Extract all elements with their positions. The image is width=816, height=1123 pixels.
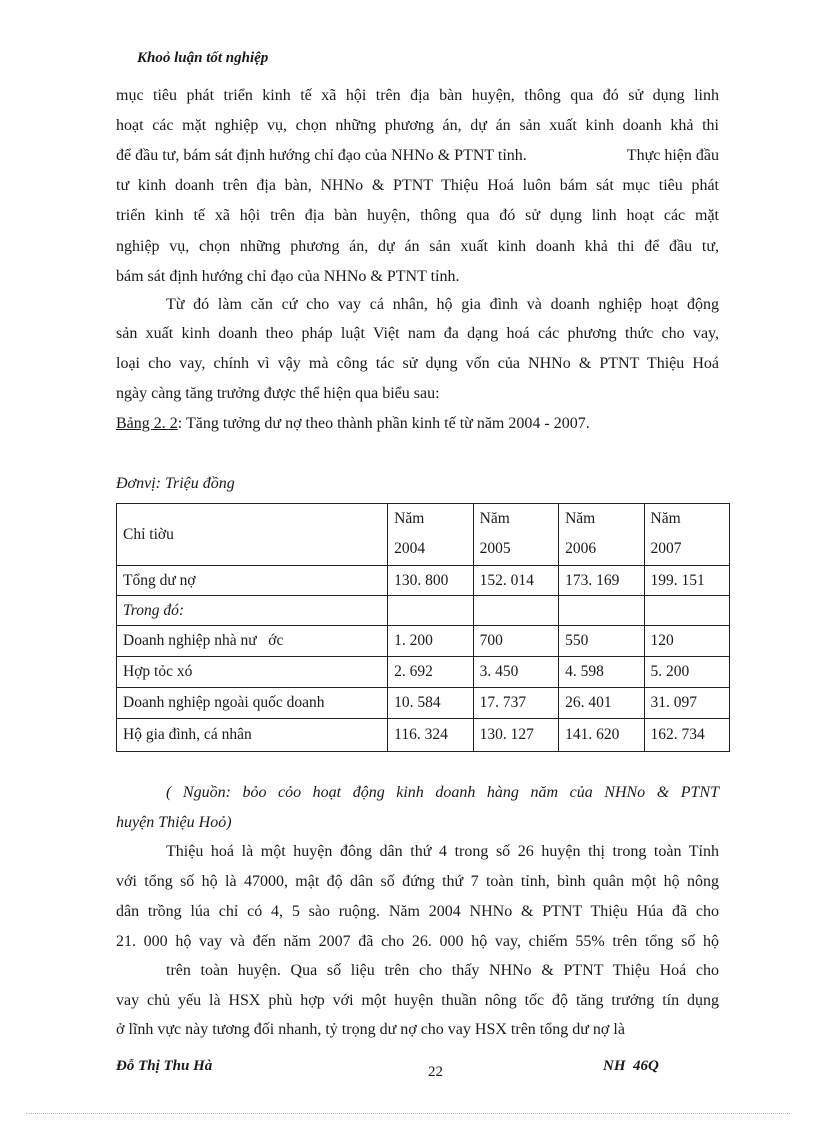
- paragraph-line: Thực hiện đầu: [626, 147, 719, 164]
- row-value: 26. 401: [559, 688, 644, 719]
- page-bottom-rule: [26, 1113, 790, 1114]
- row-value: 700: [473, 626, 558, 657]
- paragraph-line: Thiệu hoá là một huyện đông dân thứ 4 trong số 26 huyện thị trong toàn Tỉnh: [166, 843, 719, 860]
- row-value: 116. 324: [388, 719, 473, 752]
- paragraph-line: hoạt các mặt nghiệp vụ, chọn những phương án, dự án sản xuất kinh doanh khả thi: [116, 117, 719, 134]
- paragraph-line: trên toàn huyện. Qua số liệu trên cho thấy NHNo & PTNT Thiệu Hoá cho: [166, 962, 719, 979]
- row-label: Doanh nghiệp ngoài quốc doanh: [117, 688, 388, 719]
- table-unit: Đơnvị: Triệu đồng: [116, 475, 235, 492]
- header-year-word: Năm: [479, 510, 510, 527]
- table-row: [117, 688, 730, 719]
- row-value: 173. 169: [559, 566, 644, 596]
- paragraph-line: triển kinh tế xã hội trên địa bàn huyện, thông qua đó sử dụng linh hoạt các mặt: [116, 207, 719, 224]
- row-value: 17. 737: [473, 688, 558, 719]
- caption-label: Bảng 2. 2: [116, 415, 178, 432]
- row-label: Hợp tỏc xó: [117, 657, 388, 688]
- header-cell-year: [473, 504, 558, 566]
- row-value: 162. 734: [644, 719, 729, 752]
- table-row: [117, 657, 730, 688]
- header-year-word: Năm: [565, 510, 596, 527]
- row-value: 199. 151: [644, 566, 729, 596]
- row-label: Tổng dư nợ: [117, 566, 388, 596]
- header-year-value: 2006: [565, 540, 597, 557]
- table-row: [117, 719, 730, 752]
- row-label: Doanh nghiệp nhà nư ớc: [117, 626, 388, 657]
- paragraph-line: ở lĩnh vực này tương đối nhanh, tỷ trọng dư nợ cho vay HSX trên tổng dư nợ là: [116, 1021, 625, 1038]
- footer-class-code: NH 46Q: [603, 1058, 659, 1074]
- paragraph-line: sản xuất kinh doanh theo pháp luật Việt nam đa dạng hoá các phương thức cho vay,: [116, 325, 719, 342]
- paragraph-line: ngày càng tăng trưởng được thể hiện qua biểu sau:: [116, 385, 440, 402]
- header-year-value: 2005: [479, 540, 511, 557]
- header-year-value: 2004: [394, 540, 426, 557]
- row-value: 4. 598: [559, 657, 644, 688]
- paragraph-line: loại cho vay, chính vì vậy mà công tác sử dụng vốn của NHNo & PTNT Thiệu Hoá: [116, 355, 719, 372]
- debt-table: [116, 503, 730, 752]
- row-value: 130. 800: [388, 566, 473, 596]
- row-value: 31. 097: [644, 688, 729, 719]
- paragraph-line: mục tiêu phát triển kinh tế xã hội trên địa bàn huyện, thông qua đó sử dụng linh: [116, 87, 719, 104]
- table-row: [117, 566, 730, 596]
- paragraph-line: tư kinh doanh trên địa bàn, NHNo & PTNT Thiệu Hoá luôn bám sát mục tiêu phát: [116, 177, 719, 194]
- source-note: ( Nguồn: bỏo cỏo hoạt động kinh doanh hàng năm của NHNo & PTNT: [166, 784, 719, 801]
- header-cell-label: Chỉ tiờu: [117, 504, 388, 566]
- paragraph-line: nghiệp vụ, chọn những phương án, dự án sản xuất kinh doanh khả thi để đầu tư,: [116, 238, 719, 255]
- table-row: [117, 596, 730, 626]
- row-value: 10. 584: [388, 688, 473, 719]
- paragraph-line: 21. 000 hộ vay và đến năm 2007 đã cho 26. 000 hộ vay, chiếm 55% trên tổng số hộ: [116, 933, 719, 950]
- page-header-title: Khoỏ luận tốt nghiệp: [137, 50, 269, 66]
- row-value: 1. 200: [388, 626, 473, 657]
- row-value: [644, 596, 729, 626]
- paragraph-line: vay chủ yếu là HSX phù hợp với một huyện thuần nông tốc độ tăng trưởng tín dụng: [116, 992, 719, 1009]
- paragraph-line: Từ đó làm căn cứ cho vay cá nhân, hộ gia đình và doanh nghiệp hoạt động: [166, 296, 719, 313]
- row-label: Hộ gia đình, cá nhân: [117, 719, 388, 752]
- footer-author: Đỗ Thị Thu Hà: [116, 1058, 213, 1074]
- header-cell-year: [559, 504, 644, 566]
- paragraph-line: bám sát định hướng chỉ đạo của NHNo & PTNT tỉnh.: [116, 268, 460, 285]
- row-value: 120: [644, 626, 729, 657]
- row-value: 550: [559, 626, 644, 657]
- row-value: 5. 200: [644, 657, 729, 688]
- page-number: 22: [428, 1064, 443, 1080]
- header-year-word: Năm: [394, 510, 425, 527]
- row-value: [388, 596, 473, 626]
- paragraph-line: để đầu tư, bám sát định hướng chỉ đạo của NHNo & PTNT tỉnh.: [116, 147, 527, 164]
- row-value: 141. 620: [559, 719, 644, 752]
- row-value: 3. 450: [473, 657, 558, 688]
- table-caption: [116, 415, 719, 433]
- row-value: [559, 596, 644, 626]
- caption-text: : Tăng tưởng dư nợ theo thành phần kinh tế từ năm 2004 - 2007.: [177, 415, 590, 432]
- row-value: 2. 692: [388, 657, 473, 688]
- header-cell-year: [644, 504, 729, 566]
- header-year-word: Năm: [650, 510, 681, 527]
- table-row: [117, 626, 730, 657]
- row-label: Trong đó:: [117, 596, 388, 626]
- row-value: 152. 014: [473, 566, 558, 596]
- source-note: huyện Thiệu Hoỏ): [116, 814, 232, 831]
- paragraph-line: với tổng số hộ là 47000, mật độ dân số đứng thứ 7 toàn tỉnh, bình quân một hộ nông: [116, 873, 719, 890]
- table-header-row: [117, 504, 730, 566]
- header-cell-year: [388, 504, 473, 566]
- paragraph-line: dân trồng lúa chỉ có 4, 5 sào ruộng. Năm 2004 NHNo & PTNT Thiệu Húa đã cho: [116, 903, 719, 920]
- row-value: 130. 127: [473, 719, 558, 752]
- header-year-value: 2007: [650, 540, 682, 557]
- row-value: [473, 596, 558, 626]
